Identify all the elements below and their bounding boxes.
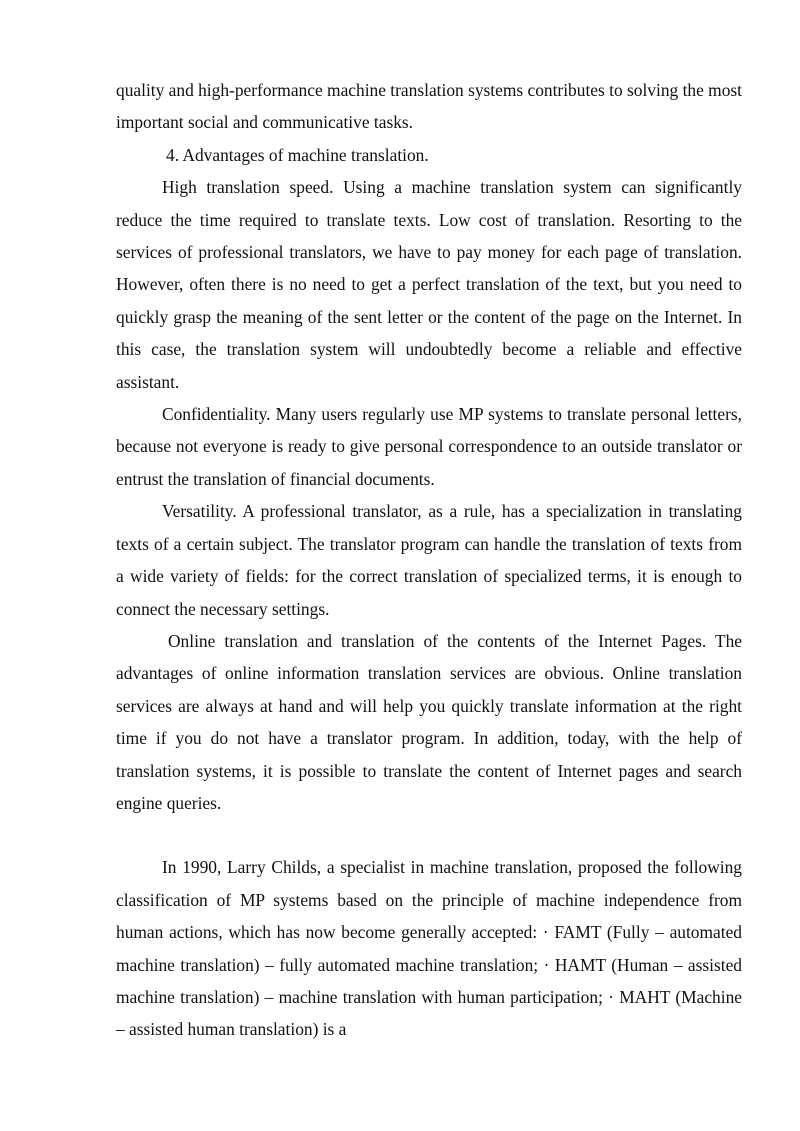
- paragraph-speed-cost: High translation speed. Using a machine translation system can significantly reduce the time required to translate texts. Low cost of translation. Resorting to the services of professional translators, we have to pay money for each page of translation. However, often there is no need to get a perfect translation of the text, but you need to quickly grasp the meaning of the sent letter or the content of the page on the Internet. In this case, the translation system will undoubtedly become a reliable and effective assistant.: [116, 177, 742, 392]
- paragraph-online-translation: Online translation and translation of the contents of the Internet Pages. The advantages of online information translation services are obvious. Online translation services are always at hand and will help you quickly translate information at the right time if you do not have a translator program. In addition, today, with the help of translation systems, it is possible to translate the content of Internet pages and search engine queries.: [116, 630, 742, 813]
- section-heading: 4. Advantages of machine translation.: [166, 144, 429, 165]
- paragraph-continuation: quality and high-performance machine translation systems contributes to solving the most important social and communicative tasks.: [116, 80, 742, 133]
- paragraph-spacer: [116, 819, 742, 851]
- paragraph-confidentiality: Confidentiality. Many users regularly use MP systems to translate personal letters, because not everyone is ready to give personal correspondence to an outside translator or entrust the translation of financial documents.: [116, 404, 742, 489]
- paragraph-versatility: Versatility. A professional translator, as a rule, has a specialization in translating texts of a certain subject. The translator program can handle the translation of texts from a wide variety of fields: for the correct translation of specialized terms, it is enough to connect the necessary settings.: [116, 501, 742, 619]
- paragraph-classification: In 1990, Larry Childs, a specialist in machine translation, proposed the following classification of MP systems based on the principle of machine independence from human actions, which has now become generally accepted: · FAMT (Fully – automated machine translation) – fully automated machine translation; · HAMT (Human – assisted machine translation) – machine translation with human participation; · MAHT (Machine – assisted human translation) is a: [116, 857, 742, 1040]
